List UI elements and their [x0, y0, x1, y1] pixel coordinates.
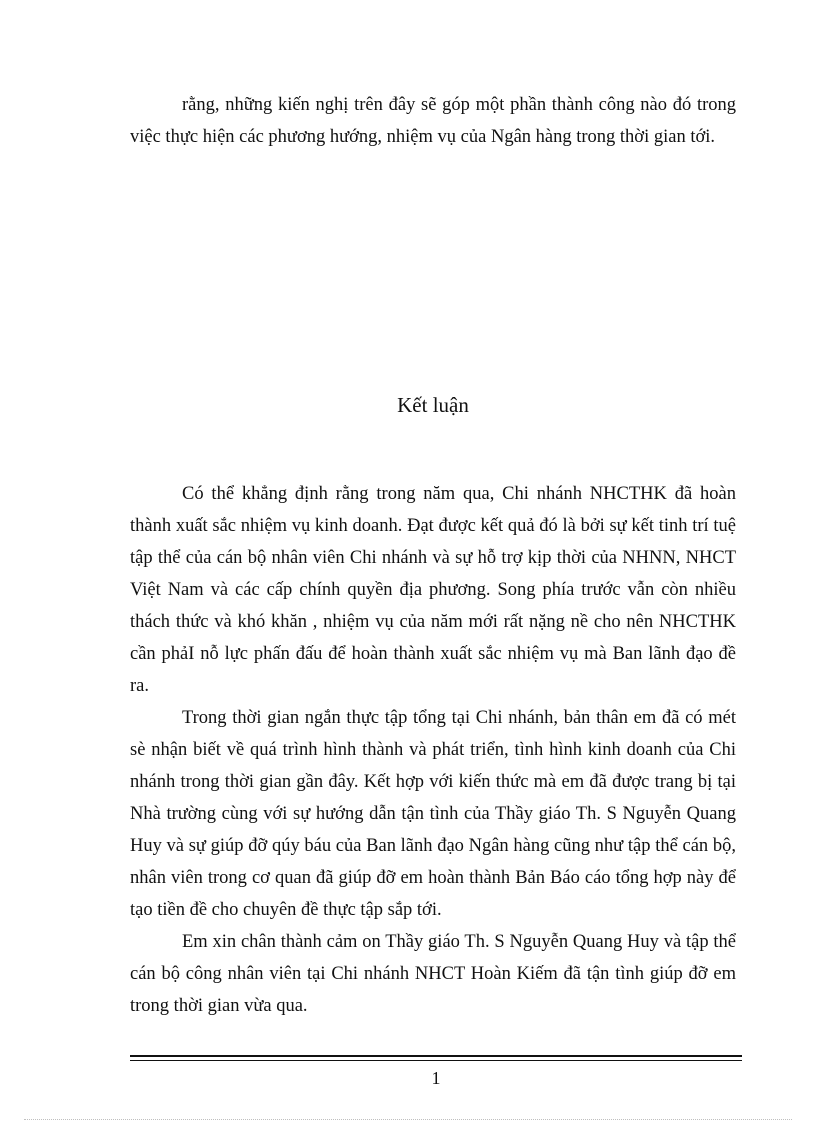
body-paragraph-1: Có thể khẳng định rằng trong năm qua, Chi nhánh NHCTHK đã hoàn thành xuất sắc nhiệm vụ kinh doanh. Đạt được kết quả đó là bởi sự kết tinh trí tuệ tập thể của cán bộ nhân viên Chi nhánh và sự hỗ trợ kịp thời của NHNN, NHCT Việt Nam và các cấp chính quyền địa phương. Song phía trước vẫn còn nhiều thách thức và khó khăn , nhiệm vụ của năm mới rất nặng nề cho nên NHCTHK cần phảI nỗ lực phấn đấu để hoàn thành xuất sắc nhiệm vụ mà Ban lãnh đạo đề ra.	[130, 484, 736, 696]
intro-paragraph: rằng, những kiến nghị trên đây sẽ góp một phần thành công nào đó trong việc thực hiện các phương hướng, nhiệm vụ của Ngân hàng trong thời gian tới.	[130, 95, 736, 147]
section-heading: Kết luận	[397, 393, 469, 417]
footer-divider-thin	[130, 1060, 742, 1061]
page-number: 1	[431, 1068, 441, 1088]
footer-divider-thick	[130, 1055, 742, 1057]
body-paragraph-3: Em xin chân thành cảm on Thầy giáo Th. S Nguyễn Quang Huy và tập thể cán bộ công nhân viên tại Chi nhánh NHCT Hoàn Kiếm đã tận tình giúp đỡ em trong thời gian vừa qua.	[130, 932, 736, 1016]
page-bottom-edge	[24, 1119, 792, 1120]
body-paragraph-2: Trong thời gian ngắn thực tập tổng tại Chi nhánh, bản thân em đã có mét sè nhận biết về quá trình hình thành và phát triển, tình hình kinh doanh của Chi nhánh trong thời gian gần đây. Kết hợp với kiến thức mà em đã được trang bị tại Nhà trường cùng với sự hướng dẫn tận tình của Thầy giáo Th. S Nguyễn Quang Huy và sự giúp đỡ qúy báu của Ban lãnh đạo Ngân hàng cũng như tập thể cán bộ, nhân viên trong cơ quan đã giúp đỡ em hoàn thành Bản Báo cáo tổng hợp này để tạo tiền đề cho chuyên đề thực tập sắp tới.	[130, 708, 736, 920]
